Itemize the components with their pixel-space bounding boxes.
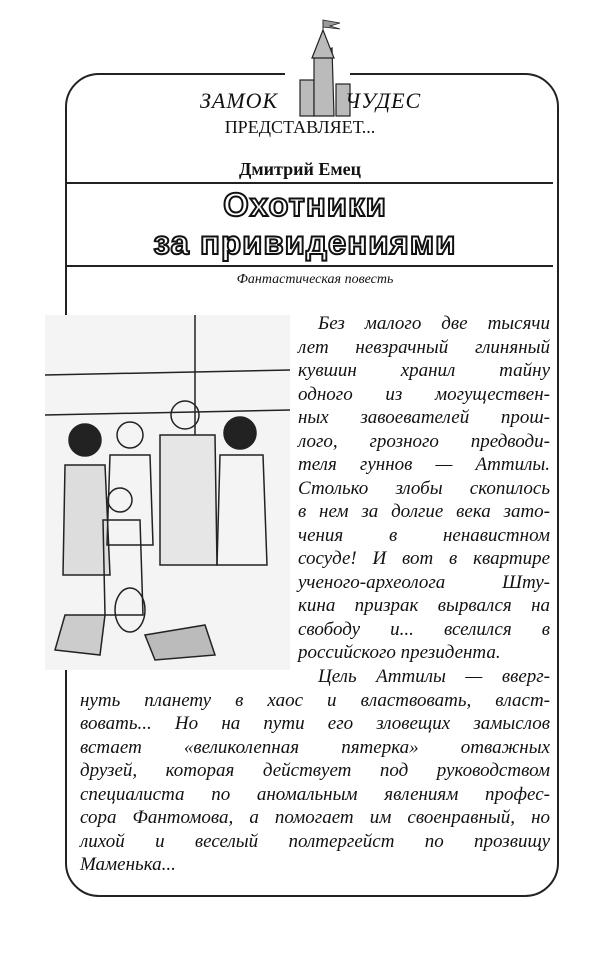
text-line: ных завоевателей прош- (298, 407, 550, 428)
text-line: Столько злобы скопилось (298, 477, 550, 499)
text-line: ученого-археолога Шту- (298, 571, 550, 593)
synopsis-full-width (80, 665, 550, 877)
text-line: лого, грозного предводи- (298, 430, 550, 452)
synopsis-column (298, 312, 550, 665)
text-line: свободу и... вселился в (298, 618, 550, 640)
text-line: кина призрак вырвался на (298, 595, 550, 616)
author-name: Дмитрий Емец (239, 159, 361, 179)
text-line: вовать... Но на пути его зловещих замыслов (80, 713, 550, 734)
publisher-brand-left: ЗАМОК (200, 88, 279, 113)
text-line: одного из могуществен- (298, 383, 550, 405)
text-line: встает «великолепная пятерка» отважных (80, 736, 550, 758)
text-line: сосуде! И вот в квартире (298, 548, 550, 569)
title-line-1: Охотники (223, 186, 387, 223)
publisher-brand-right: ЧУДЕС (345, 88, 422, 113)
text-line: в нем за долгие века зато- (298, 501, 550, 522)
text-line: кувшин хранил тайну (298, 360, 550, 381)
illustration-ghost-hunters (45, 315, 290, 670)
divider (67, 265, 553, 267)
text-line: российского президента. (298, 642, 501, 663)
text-line: Маменька... (80, 854, 176, 875)
text-line: специалиста по аномальным явлениям профес- (80, 783, 550, 805)
text-line: сора Фантомова, а помогает им своенравный, но (80, 807, 550, 828)
genre-label: Фантастическая повесть (236, 272, 394, 287)
text-line: лихой и веселый полтергейст по прозвищу (80, 830, 550, 852)
title-line-2: за привидениями (153, 224, 457, 261)
text-line: Цель Аттилы — вверг- (318, 666, 550, 687)
text-line: Без малого две тысячи (318, 313, 550, 334)
text-line: нуть планету в хаос и властвовать, власт- (80, 689, 550, 711)
text-line: лет невзрачный глиняный (298, 336, 550, 358)
presents-text: ПРЕДСТАВЛЯЕТ... (224, 117, 376, 137)
text-line: друзей, которая действует под руководством (80, 760, 550, 781)
divider (67, 182, 553, 184)
text-line: чения в ненавистном (298, 524, 550, 546)
text-line: теля гуннов — Аттилы. (298, 454, 550, 475)
